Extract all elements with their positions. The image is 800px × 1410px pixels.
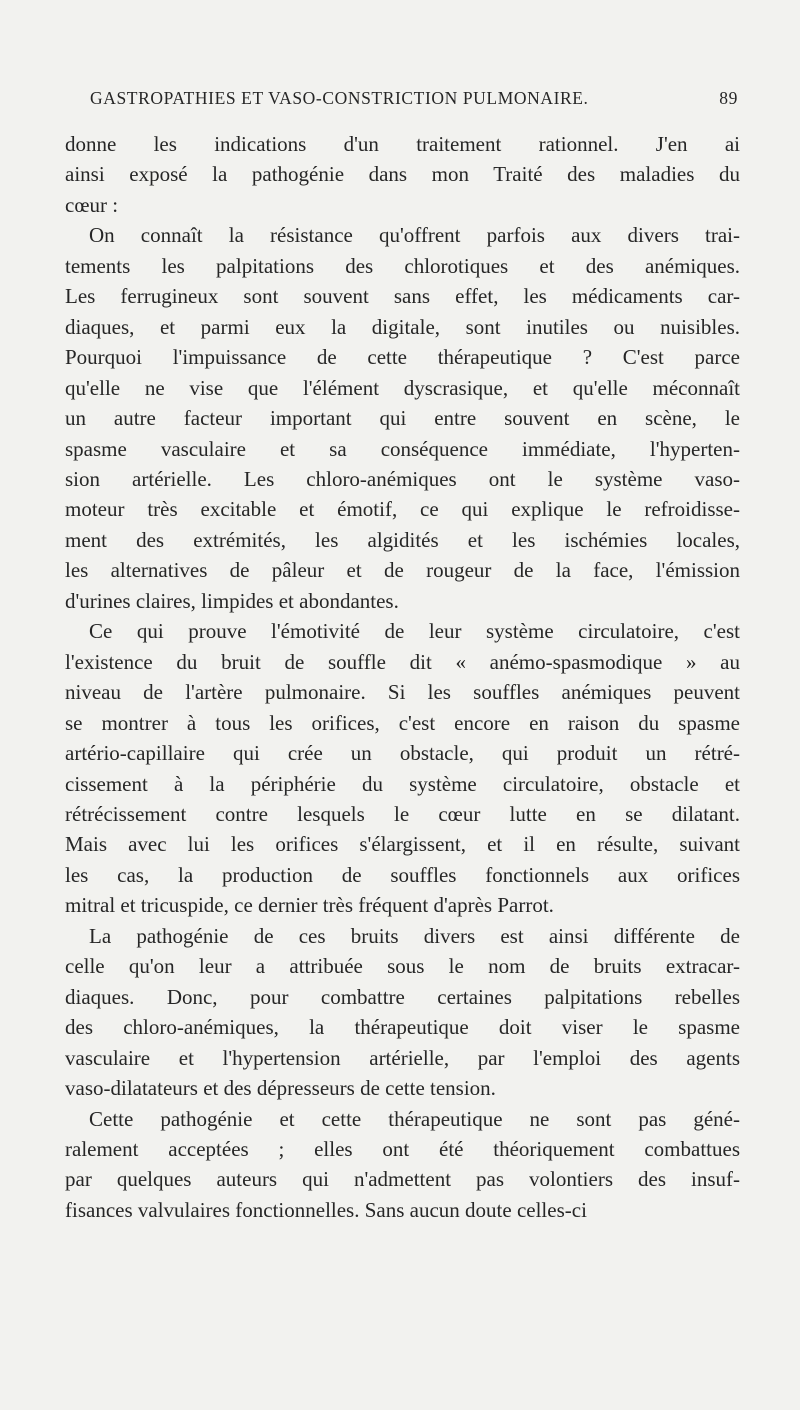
body-text xyxy=(65,129,740,1225)
paragraph xyxy=(65,921,740,1104)
text-line: spasme vasculaire et sa conséquence immédiate, l'hyperten- xyxy=(65,436,740,461)
paragraph xyxy=(65,1104,740,1226)
text-line: Cette pathogénie et cette thérapeutique ne sont pas géné- xyxy=(89,1106,740,1131)
text-line: La pathogénie de ces bruits divers est ainsi différente de xyxy=(89,923,740,948)
text-line: celle qu'on leur a attribuée sous le nom de bruits extracar- xyxy=(65,954,740,979)
text-line: cœur : xyxy=(65,192,119,217)
text-line: Les ferrugineux sont souvent sans effet, les médicaments car- xyxy=(65,284,740,309)
text-line: mitral et tricuspide, ce dernier très fréquent d'après Parrot. xyxy=(65,893,554,918)
text-line: rétrécissement contre lesquels le cœur lutte en se dilatant. xyxy=(65,801,740,826)
text-line: qu'elle ne vise que l'élément dyscrasique, et qu'elle méconnaît xyxy=(65,375,740,400)
text-line: ment des extrémités, les algidités et les ischémies locales, xyxy=(65,527,740,552)
text-line: ralement acceptées ; elles ont été théoriquement combattues xyxy=(65,1136,740,1161)
running-title: GASTROPATHIES ET VASO-CONSTRICTION PULMONAIRE. xyxy=(90,88,589,108)
paragraph xyxy=(65,616,740,921)
text-line: Ce qui prouve l'émotivité de leur système circulatoire, c'est xyxy=(89,619,740,644)
page-number: 89 xyxy=(719,88,738,108)
text-line: diaques. Donc, pour combattre certaines palpitations rebelles xyxy=(65,984,740,1009)
text-line: Pourquoi l'impuissance de cette thérapeutique ? C'est parce xyxy=(65,345,740,370)
text-line: diaques, et parmi eux la digitale, sont inutiles ou nuisibles. xyxy=(65,314,740,339)
text-line: vaso-dilatateurs et des dépresseurs de cette tension. xyxy=(65,1076,496,1101)
text-line: tements les palpitations des chlorotiques et des anémiques. xyxy=(65,253,740,278)
text-line: l'existence du bruit de souffle dit « anémo-spasmodique » au xyxy=(65,649,740,674)
text-line: les alternatives de pâleur et de rougeur de la face, l'émission xyxy=(65,558,740,583)
text-line: par quelques auteurs qui n'admettent pas volontiers des insuf- xyxy=(65,1167,740,1192)
text-line: les cas, la production de souffles fonctionnels aux orifices xyxy=(65,862,740,887)
text-line: des chloro-anémiques, la thérapeutique doit viser le spasme xyxy=(65,1015,740,1040)
text-line: sion artérielle. Les chloro-anémiques ont le système vaso- xyxy=(65,466,740,491)
text-line: donne les indications d'un traitement rationnel. J'en ai xyxy=(65,132,740,156)
text-line: vasculaire et l'hypertension artérielle, par l'emploi des agents xyxy=(65,1045,740,1070)
text-line: se montrer à tous les orifices, c'est encore en raison du spasme xyxy=(65,710,740,735)
text-line: ainsi exposé la pathogénie dans mon Traité des maladies du xyxy=(65,162,740,187)
text-line: cissement à la périphérie du système circulatoire, obstacle et xyxy=(65,771,740,796)
text-line: d'urines claires, limpides et abondantes. xyxy=(65,588,399,613)
text-line: fisances valvulaires fonctionnelles. Sans aucun doute celles-ci xyxy=(65,1197,587,1222)
running-header xyxy=(90,88,738,112)
text-line: artério-capillaire qui crée un obstacle, qui produit un rétré- xyxy=(65,741,740,766)
text-line: On connaît la résistance qu'offrent parfois aux divers trai- xyxy=(89,223,740,248)
text-line: niveau de l'artère pulmonaire. Si les souffles anémiques peuvent xyxy=(65,680,740,705)
text-line: Mais avec lui les orifices s'élargissent, et il en résulte, suivant xyxy=(65,832,740,857)
text-line: moteur très excitable et émotif, ce qui explique le refroidisse- xyxy=(65,497,740,522)
paragraph xyxy=(65,129,740,220)
text-line: un autre facteur important qui entre souvent en scène, le xyxy=(65,406,740,431)
paragraph xyxy=(65,220,740,616)
